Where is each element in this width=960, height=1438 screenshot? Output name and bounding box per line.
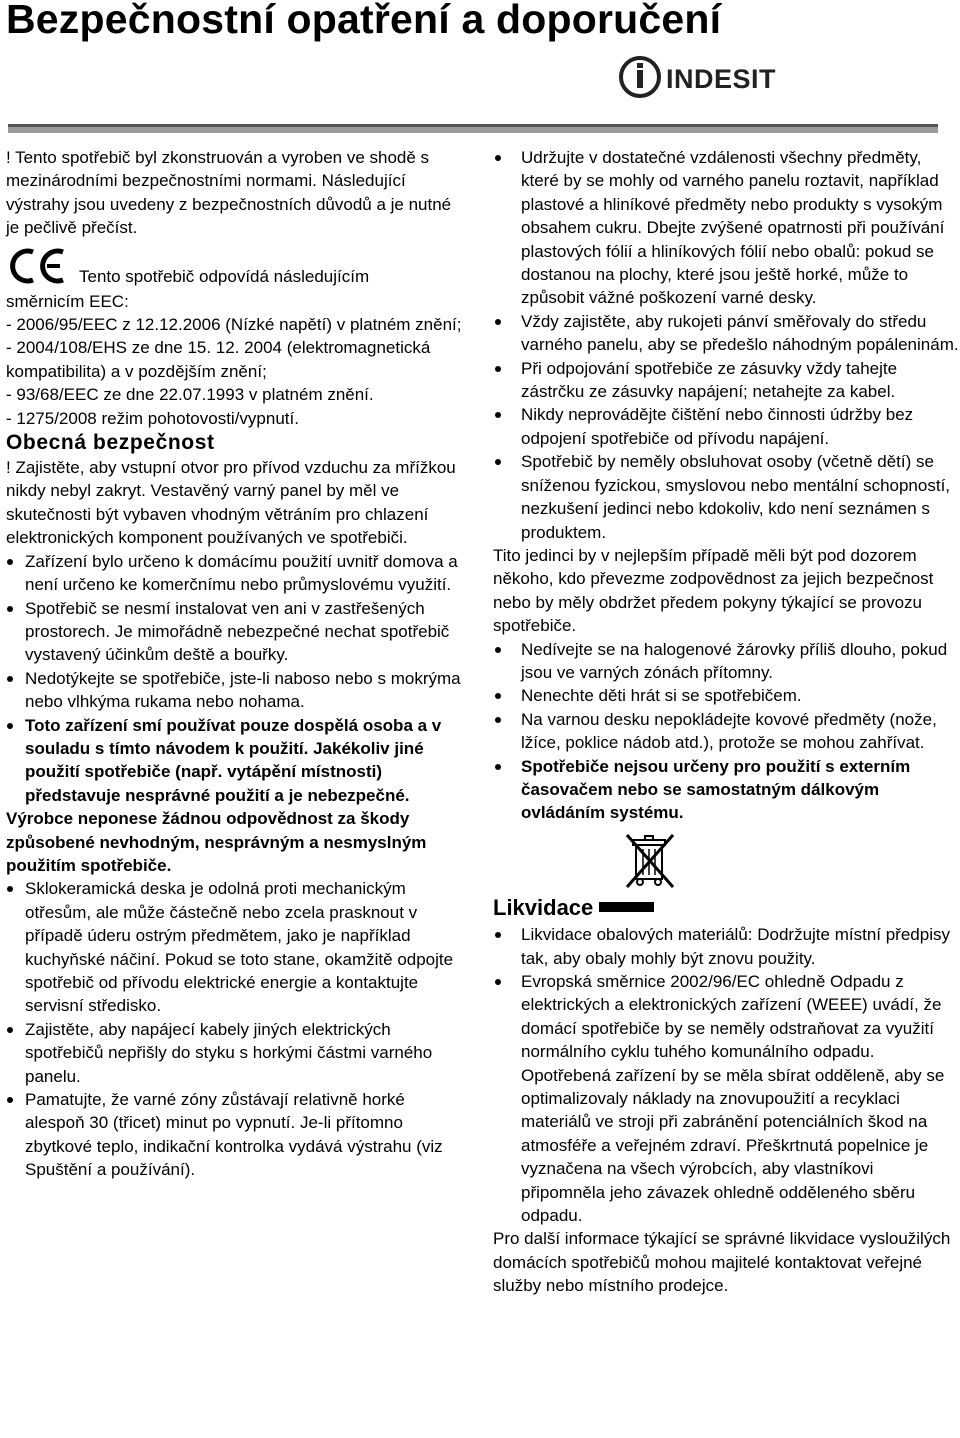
disposal-heading — [493, 893, 960, 923]
list-item: Likvidace obalových materiálů: Dodržujte místní předpisy tak, aby obaly mohly být znovu použity. — [493, 923, 960, 970]
manufacturer-note: Výrobce neponese žádnou odpovědnost za škody způsobené nevhodným, nesprávným a nesmyslným použitím spotřebiče. — [6, 809, 427, 875]
safety-list — [6, 877, 468, 1181]
list-item: Spotřebič by neměly obsluhovat osoby (včetně dětí) se sníženou fyzickou, smyslovou nebo mentální schopností, nezkušení jedinci nebo kdokoliv, kdo není seznámen s produktem. — [493, 450, 960, 544]
header-divider — [8, 124, 938, 133]
directive-line: - 2004/108/EHS ze dne 15. 12. 2004 (elektromagnetická kompatibilita) a v pozdějším znění; — [6, 338, 431, 381]
list-item: Nenechte děti hrát si se spotřebičem. — [493, 684, 960, 707]
list-item: Udržujte v dostatečné vzdálenosti všechny předměty, které by se mohly od varného panelu roztavit, například plastové a hliníkové předměty nebo produkty s vysokým obsahem cukru. Dbejte zvýšené opatrnosti při používání plastových fólií a hliníkových fólií nebo obalů: pokud se dostanou na plochy, které jsou ještě horké, může to způsobit vážné poškození varné desky. — [493, 146, 960, 310]
safety-list — [6, 550, 468, 807]
indesit-logo — [618, 54, 803, 100]
list-item: Evropská směrnice 2002/96/EC ohledně Odpadu z elektrických a elektronických zařízení (WEEE) uvádí, že domácí spotřebiče by se neměly odstraňovat za využití normálního cyklu tuhého komunálního odpadu. Opotřebená zařízení by se měla sbírat odděleně, aby se optimalizovaly náklady na znovupoužití a recyklaci materiálů ve stroji při zabránění potenciálních škod na atmosféře a veřejném zdraví. Přeškrtnutá popelnice je vyznačena na všech výrobcích, aby vlastníkovi připomněla jeho závazek ohledně odděleného sběru odpadu. — [493, 970, 960, 1227]
list-item: Nikdy neprovádějte čištění nebo činnosti údržby bez odpojení spotřebiče od přívodu napájení. — [493, 403, 960, 450]
closing-text: Pro další informace týkající se správné likvidace vysloužilých domácích spotřebičů mohou majitelé kontaktovat veřejné služby nebo místního prodejce. — [493, 1229, 951, 1296]
list-item: Toto zařízení smí používat pouze dospělá osoba a v souladu s tímto návodem k použití. Jakékoliv jiné použití spotřebiče (např. vytápění místnosti) představuje nesprávné použití a je nebezpečné. — [6, 714, 468, 808]
disposal-list — [493, 923, 960, 1227]
list-item: Zařízení bylo určeno k domácímu použití uvnitř domova a není určeno ke komerčnímu nebo průmyslovému využití. — [6, 550, 468, 597]
list-item: Nedívejte se na halogenové žárovky příliš dlouho, pokud jsou ve varných zónách přítomny. — [493, 638, 960, 685]
list-item: Při odpojování spotřebiče ze zásuvky vždy tahejte zástrčku ze zásuvky napájení; netahejte za kabel. — [493, 357, 960, 404]
disposal-heading-text: Likvidace — [493, 895, 594, 921]
list-item: Nedotýkejte se spotřebiče, jste-li naboso nebo s mokrýma nebo vlhkýma rukama nebo nohama. — [6, 667, 468, 714]
page-title: Bezpečnostní opatření a doporučení — [6, 0, 722, 42]
list-item: Vždy zajistěte, aby rukojeti pánví směřovaly do středu varného panelu, aby se předešlo náhodným popáleninám. — [493, 310, 960, 357]
list-item: Spotřebiče nejsou určeny pro použití s externím časovačem nebo se samostatným dálkovým ovládáním systému. — [493, 755, 960, 825]
list-item: Na varnou desku nepokládejte kovové předměty (nože, lžíce, poklice nádob atd.), protože se mohou zahřívat. — [493, 708, 960, 755]
ce-text: Tento spotřebič odpovídá následujícím — [79, 266, 370, 286]
directive-line: směrnicím EEC: — [6, 291, 129, 311]
directive-line: - 93/68/EEC ze dne 22.07.1993 v platném znění. — [6, 385, 374, 405]
list-item: Zajistěte, aby napájecí kabely jiných elektrických spotřebičů nepřišly do styku s horkými částmi varného panelu. — [6, 1018, 468, 1088]
svg-text:INDESIT: INDESIT — [666, 64, 777, 94]
left-column — [6, 146, 468, 1182]
directive-line: - 1275/2008 režim pohotovosti/vypnutí. — [6, 408, 299, 428]
ce-mark-icon — [9, 246, 69, 286]
crossed-bin-icon — [623, 831, 677, 889]
general-intro: ! Zajistěte, aby vstupní otvor pro přívod vzduchu za mřížkou nikdy nebyl zakryt. Vestavěný varný panel by měl ve skutečnosti být vybaven vhodným větráním pro chlazení elektronických komponent používaných ve spotřebiči. — [6, 458, 456, 548]
directive-line: - 2006/95/EEC z 12.12.2006 (Nízké napětí) v platném znění; — [6, 315, 462, 335]
list-item: Sklokeramická deska je odolná proti mechanickým otřesům, ale může částečně nebo zcela prasknout v případě úderu ostrým předmětem, jako je například kuchyňské náčiní. Pokud se toto stane, okamžitě odpojte spotřebič od přívodu elektrické energie a kontaktujte servisní středisko. — [6, 877, 468, 1017]
list-item: Spotřebič se nesmí instalovat ven ani v zastřešených prostorech. Je mimořádně nebezpečné nechat spotřebič vystavený účinkům deště a bouřky. — [6, 597, 468, 667]
ce-row — [6, 246, 468, 290]
intro-text: ! Tento spotřebič byl zkonstruován a vyroben ve shodě s mezinárodními bezpečnostními normami. Následující výstrahy jsou uvedeny z bezpečnostních důvodů a je nutné je pečlivě přečíst. — [6, 148, 452, 238]
list-item: Pamatujte, že varné zóny zůstávají relativně horké alespoň 30 (třicet) minut po vypnutí. Je-li přítomno zbytkové teplo, indikační kontrolka vydává výstrahu (viz Spuštění a používání). — [6, 1088, 468, 1182]
general-safety-heading: Obecná bezpečnost — [6, 431, 215, 455]
safety-list — [493, 638, 960, 825]
heading-bar — [599, 902, 654, 912]
right-column — [493, 146, 960, 1298]
supervision-text: Tito jedinci by v nejlepším případě měli být pod dozorem někoho, kdo převezme zodpovědnost za jejich bezpečnost nebo by měly obdržet předem pokyny týkající se provozu spotřebiče. — [493, 545, 934, 636]
safety-list — [493, 146, 960, 544]
